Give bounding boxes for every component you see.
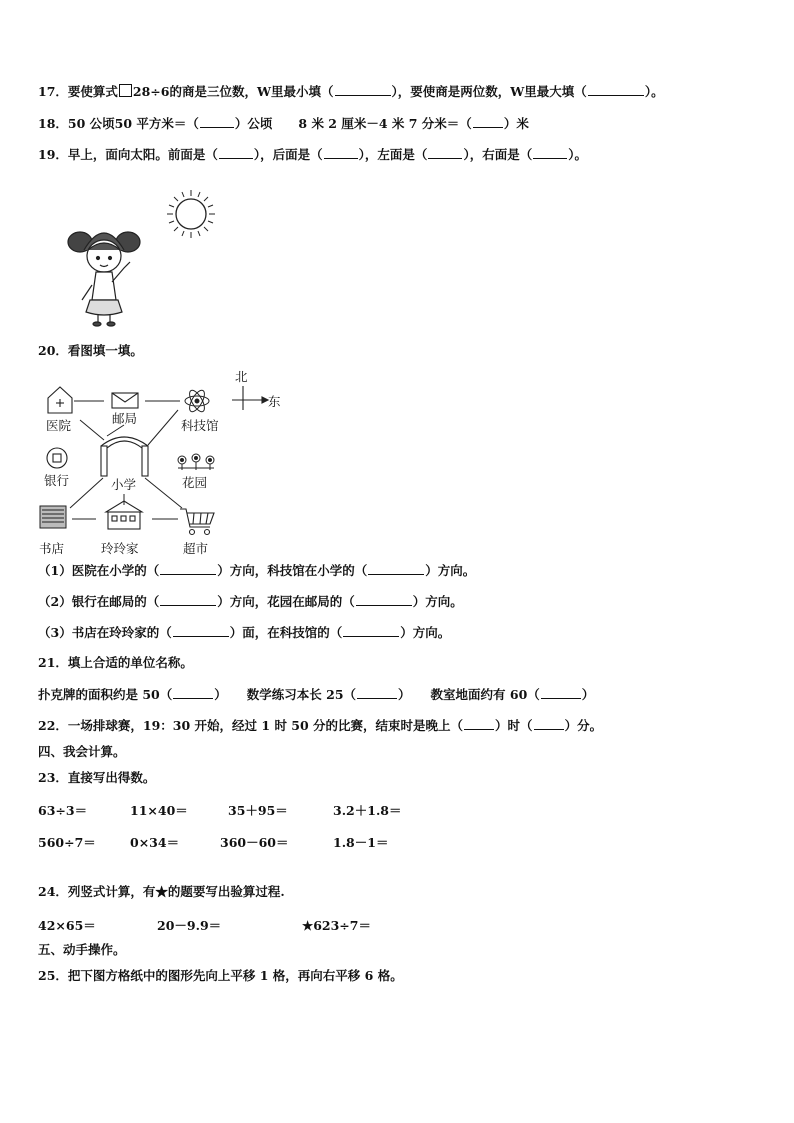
answer-blank[interactable] — [343, 625, 399, 637]
flowers-icon — [178, 454, 214, 470]
market-label: 超市 — [183, 541, 209, 556]
answer-blank[interactable] — [200, 116, 234, 128]
bank-label: 银行 — [44, 473, 70, 488]
house-icon — [106, 501, 142, 529]
east-label: 东 — [268, 394, 281, 409]
calc-item: 3.2＋1.8＝ — [333, 803, 402, 818]
calc-item: 63÷3＝ — [38, 803, 88, 818]
answer-blank[interactable] — [160, 563, 216, 575]
sun-icon — [167, 190, 215, 238]
garden-label: 花园 — [182, 475, 208, 490]
calc-item: 560÷7＝ — [38, 835, 96, 850]
question-23-title: 23．直接写出得数。 — [38, 770, 156, 785]
section-4-heading: 四、我会计算。 — [38, 744, 126, 759]
answer-blank[interactable] — [173, 687, 213, 699]
answer-blank[interactable] — [160, 594, 216, 606]
north-label: 北 — [235, 369, 248, 384]
answer-blank[interactable] — [464, 718, 494, 730]
question-25: 25．把下图方格纸中的图形先向上平移 1 格，再向右平移 6 格。 — [38, 968, 403, 983]
answer-blank[interactable] — [357, 687, 397, 699]
answer-blank[interactable] — [588, 84, 644, 96]
calc-item: 360－60＝ — [220, 835, 289, 850]
coin-icon — [47, 448, 67, 468]
question-20-title: 20．看图填一填。 — [38, 343, 143, 358]
school-label: 小学 — [111, 477, 137, 492]
question-21-items: 扑克牌的面积约是 50（ ） 数学练习本长 25（ ） 教室地面约有 60（ ） — [38, 687, 595, 702]
calc-item: 11×40＝ — [130, 803, 188, 818]
books-icon — [40, 506, 66, 528]
compass-icon — [232, 386, 268, 410]
calc-item: ★623÷7＝ — [302, 918, 371, 933]
envelope-icon — [112, 393, 138, 408]
girl-icon — [68, 232, 140, 326]
answer-blank[interactable] — [534, 718, 564, 730]
hospital-label: 医院 — [46, 418, 72, 433]
answer-blank[interactable] — [173, 625, 229, 637]
question-19: 19．早上，面向太阳。前面是（ ），后面是（ ），左面是（ ），右面是（ ）。 — [38, 147, 587, 162]
post-office-label: 邮局 — [112, 411, 138, 426]
calc-item: 0×34＝ — [130, 835, 180, 850]
answer-blank[interactable] — [324, 147, 358, 159]
missing-digit-box — [119, 84, 132, 97]
home-label: 玲玲家 — [101, 541, 139, 556]
atom-icon — [185, 388, 209, 414]
science-museum-label: 科技馆 — [181, 418, 219, 433]
answer-blank[interactable] — [356, 594, 412, 606]
answer-blank[interactable] — [541, 687, 581, 699]
question-20-2: （2）银行在邮局的（ ）方向，花园在邮局的（ ）方向。 — [38, 594, 463, 609]
answer-blank[interactable] — [219, 147, 253, 159]
school-arch-icon — [101, 437, 148, 476]
hospital-icon — [48, 387, 72, 413]
question-21-title: 21．填上合适的单位名称。 — [38, 655, 193, 670]
section-5-heading: 五、动手操作。 — [38, 942, 126, 957]
question-18: 18．50 公顷50 平方米＝（ ）公顷 8 米 2 厘米－4 米 7 分米＝（ ）米 — [38, 116, 529, 131]
shopping-cart-icon — [180, 509, 214, 535]
bookstore-label: 书店 — [39, 541, 65, 556]
answer-blank[interactable] — [533, 147, 567, 159]
question-20-3: （3）书店在玲玲家的（ ）面，在科技馆的（ ）方向。 — [38, 625, 451, 640]
question-17: 17．要使算式 28÷6的商是三位数，W里最小填（ ），要使商是两位数，W里最大填（ ）。 — [38, 84, 664, 99]
answer-blank[interactable] — [335, 84, 391, 96]
calc-item: 1.8－1＝ — [333, 835, 389, 850]
question-24-title: 24．列竖式计算，有★的题要写出验算过程. — [38, 884, 285, 899]
question-22: 22．一场排球赛，19：30 开始，经过 1 时 50 分的比赛，结束时是晚上（ ）时（ ）分。 — [38, 718, 603, 733]
calc-item: 35＋95＝ — [228, 803, 288, 818]
answer-blank[interactable] — [473, 116, 503, 128]
calc-item: 42×65＝ — [38, 918, 96, 933]
answer-blank[interactable] — [428, 147, 462, 159]
answer-blank[interactable] — [368, 563, 424, 575]
question-20-1: （1）医院在小学的（ ）方向，科技馆在小学的（ ）方向。 — [38, 563, 476, 578]
calc-item: 20－9.9＝ — [157, 918, 222, 933]
